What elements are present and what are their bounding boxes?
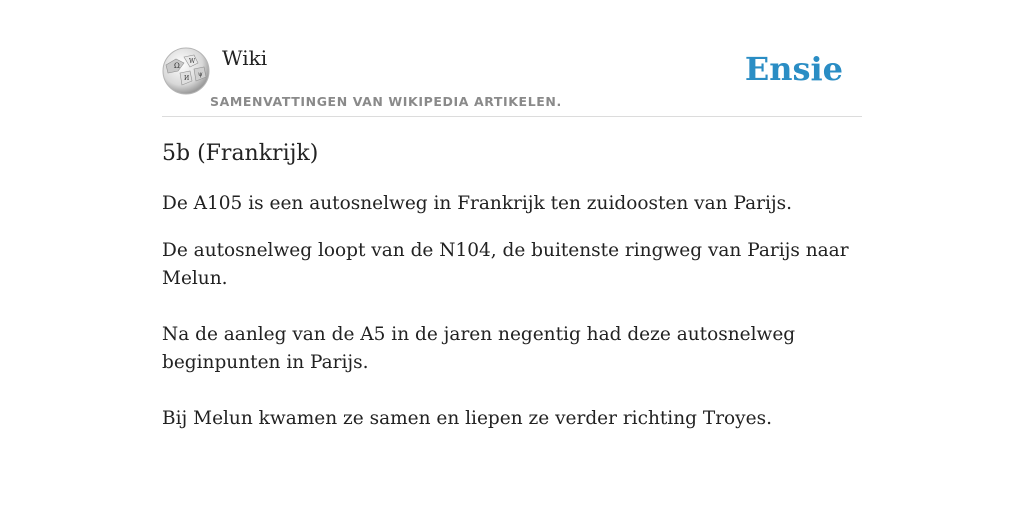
- svg-text:И: И: [184, 75, 190, 82]
- brand-logo[interactable]: Ensie: [744, 50, 843, 88]
- svg-text:Ω: Ω: [174, 62, 180, 70]
- article-paragraph: De A105 is een autosnelweg in Frankrijk ten zuidoosten van Parijs.: [162, 193, 792, 214]
- site-tagline: SAMENVATTINGEN VAN WIKIPEDIA ARTIKELEN.: [210, 94, 562, 109]
- wikipedia-globe-icon[interactable]: [162, 47, 210, 95]
- article-paragraph: Na de aanleg van de A5 in de jaren negentig had deze autosnelweg beginpunten in Parijs.: [162, 324, 796, 373]
- article-paragraph: De autosnelweg loopt van de N104, de buitenste ringweg van Parijs naar Melun.: [162, 240, 849, 289]
- site-header: [162, 44, 862, 117]
- site-name[interactable]: Wiki: [222, 46, 268, 70]
- svg-text:ψ: ψ: [198, 71, 203, 78]
- article-title: 5b (Frankrijk): [162, 141, 319, 166]
- article-paragraph: Bij Melun kwamen ze samen en liepen ze verder richting Troyes.: [162, 408, 772, 429]
- article-content: [162, 138, 862, 433]
- svg-text:W: W: [189, 58, 196, 65]
